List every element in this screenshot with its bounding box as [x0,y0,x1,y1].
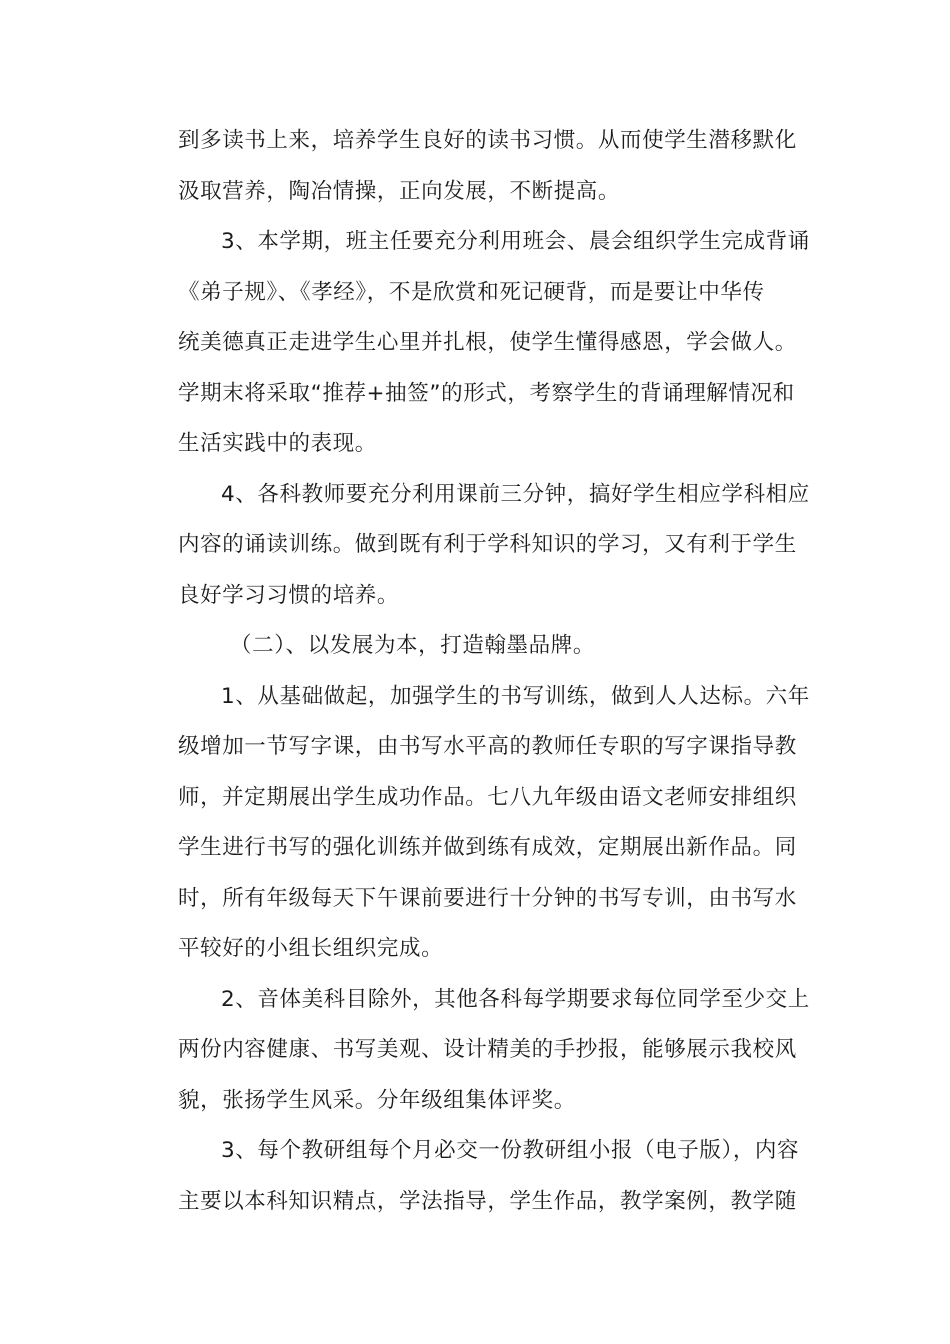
text-line: 生活实践中的表现。 [178,431,377,456]
text-line: 貌，张扬学生风采。分年级组集体评奖。 [178,1087,576,1113]
text-line: 3、每个教研组每个月必交一份教研组小报（电子版），内容 [221,1138,800,1163]
text-line: （二）、以发展为本，打造翰墨品牌。 [230,633,595,658]
text-line: 学期末将采取“推荐+抽签”的形式，考察学生的背诵理解情况和 [178,380,795,406]
text-line: 两份内容健康、书写美观、设计精美的手抄报，能够展示我校风 [178,1037,797,1062]
text-line: 2、音体美科目除外，其他各科每学期要求每位同学至少交上 [221,986,810,1012]
text-line: 内容的诵读训练。做到既有利于学科知识的学习，又有利于学生 [178,532,797,557]
text-line: 4、各科教师要充分利用课前三分钟，搞好学生相应学科相应 [221,481,810,507]
text-line: 到多读书上来，培养学生良好的读书习惯。从而使学生潜移默化 [178,128,797,153]
text-line: 时，所有年级每天下午课前要进行十分钟的书写专训，由书写水 [178,885,797,911]
text-line: 统美德真正走进学生心里并扎根，使学生懂得感恩，学会做人。 [178,330,797,355]
text-line: 师，并定期展出学生成功作品。七八九年级由语文老师安排组织 [178,784,797,810]
document-body [178,116,814,1227]
text-line: 1、从基础做起，加强学生的书写训练，做到人人达标。六年 [221,683,810,709]
text-line: 《弟子规》、《孝经》，不是欣赏和死记硬背，而是要让中华传 [178,279,765,305]
text-line: 级增加一节写字课，由书写水平高的教师任专职的写字课指导教 [178,734,797,759]
text-line: 汲取营养，陶冶情操，正向发展，不断提高。 [178,178,621,204]
text-line: 平较好的小组长组织完成。 [178,936,444,961]
text-line: 学生进行书写的强化训练并做到练有成效，定期展出新作品。同 [178,835,797,860]
text-line: 良好学习习惯的培养。 [178,582,400,608]
text-line: 主要以本科知识精点，学法指导，学生作品，教学案例，教学随 [178,1188,797,1214]
text-line: 3、本学期，班主任要充分利用班会、晨会组织学生完成背诵 [221,229,810,254]
